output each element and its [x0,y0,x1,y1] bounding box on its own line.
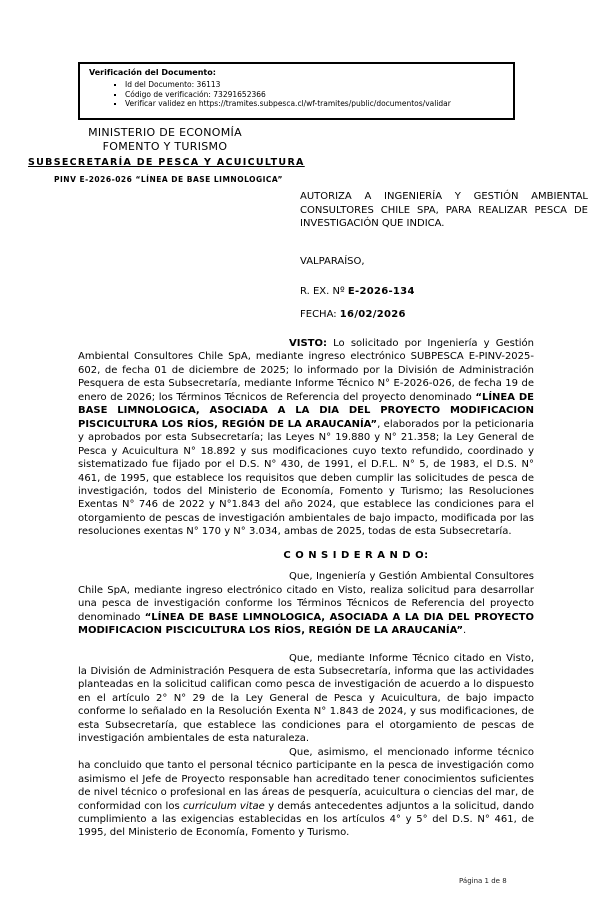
verification-item-url: ▪ Verificar validez en https://tramites.subpesca.cl/wf-tramites/public/documentos/validar [125,99,507,109]
considerando-paragraph-1: Que, Ingeniería y Gestión Ambiental Consultores Chile SpA, mediante ingreso electrónico citado en Visto, realiza solicitud para desarrollar una pesca de investigación conforme los Términos Técnicos de Referencia del proyecto denominado “LÍNEA DE BASE LIMNOLOGICA, ASOCIADA A LA DIA DEL PROYECTO MODIFICACION PISCICULTURA LOS RÍOS, REGIÓN DE LA ARAUCANÍA”. [78,571,534,637]
resolution-number-value: E-2026-134 [347,286,415,297]
considerando-heading: C O N S I D E R A N D O: [283,549,429,561]
verification-box [78,62,515,120]
document-body [78,337,534,840]
considerando-paragraph-2: Que, mediante Informe Técnico citado en Visto, la División de Administración Pesquera de esta Subsecretaría, informa que las actividades planteadas en la solicitud califican como pesca de investigación de acuerdo a lo dispuesto en el artículo 2° N° 29 de la Ley General de Pesca y Acuicultura, de bajo impacto conforme lo señalado en la Resolución Exenta N° 1.843 de 2024, y sus modificaciones, de esta Subsecretaría, que establece las condiciones para el otorgamiento de pescas de investigación ambientales de esta naturaleza. [78,652,534,745]
resolution-date-value: 16/02/2026 [339,308,406,320]
verification-title: Verificación del Documento: [89,68,216,77]
verification-list [89,80,507,109]
considerando-paragraph-3: Que, asimismo, el mencionado informe técnico ha concluido que tanto el personal técnico participante en la pesca de investigación como asimismo el Jefe de Proyecto responsable han acreditado tener conocimientos suficientes de nivel técnico o profesional en las áreas de pesquería, acuicultura o ciencias del mar, de conformidad con los curriculum vitae y demás antecedentes adjuntos a la solicitud, dando cumplimiento a las exigencias establecidas en los artículos 4° y 5° del D.S. N° 461, de 1995, del Ministerio de Economía, Fomento y Turismo. [78,746,534,839]
page-number: Página 1 de 8 [459,877,507,885]
resolution-date [300,308,588,322]
verification-item-document-id: ▪ Id del Documento: 36113 [125,80,507,90]
resolution-number-label: R. EX. Nº [300,286,348,297]
project-reference: PINV E-2026-026 “LÍNEA DE BASE LIMNOLOGICA” [54,175,283,184]
subsecretaria-title: SUBSECRETARÍA DE PESCA Y ACUICULTURA [28,157,305,168]
verification-item-code: ▪ Código de verificación: 73291652366 [125,90,507,100]
resolution-number [300,285,588,299]
city-line: VALPARAÍSO, [300,255,365,267]
resolution-header-block [300,190,588,321]
ministry-line-1: MINISTERIO DE ECONOMÍA [88,126,242,139]
visto-paragraph: VISTO: Lo solicitado por Ingeniería y Gestión Ambiental Consultores Chile SpA, mediante ingreso electrónico SUBPESCA E-PINV-2025-602, de fecha 01 de diciembre de 2025; lo informado por la División de Administración Pesquera de esta Subsecretaría, mediante Informe Técnico N° E-2026-026, de fecha 19 de enero de 2026; los Términos Técnicos de Referencia del proyecto denominado “LÍNEA DE BASE LIMNOLOGICA, ASOCIADA A LA DIA DEL PROYECTO MODIFICACION PISCICULTURA LOS RÍOS, REGIÓN DE LA ARAUCANÍA”, elaborados por la peticionaria y aprobados por esta Subsecretaría; las Leyes N° 19.880 y N° 21.358; la Ley General de Pesca y Acuicultura N° 18.892 y sus modificaciones cuyo texto refundido, coordinado y sistematizado fue fijado por el D.S. N° 430, de 1991, el D.F.L. N° 5, de 1983, el D.S. N° 461, de 1995, que establece los requisitos que deben cumplir las solicitudes de pesca de investigación, todos del Ministerio de Economía, Fomento y Turismo; las Resoluciones Exentas N° 746 de 2022 y N°1.843 del año 2024, que establece las condiciones para el otorgamiento de pescas de investigación ambientales de bajo impacto, modificada por las resoluciones exentas N° 170 y N° 3.034, ambas de 2025, todas de esta Subsecretaría. [78,338,534,538]
resolution-date-label: FECHA: [300,308,340,320]
ministry-letterhead [20,126,310,153]
resolution-subject: AUTORIZA A INGENIERÍA Y GESTIÓN AMBIENTAL CONSULTORES CHILE SPA, PARA REALIZAR PESCA DE INVESTIGACIÓN QUE INDICA. [300,191,588,229]
ministry-line-2: FOMENTO Y TURISMO [102,139,228,153]
